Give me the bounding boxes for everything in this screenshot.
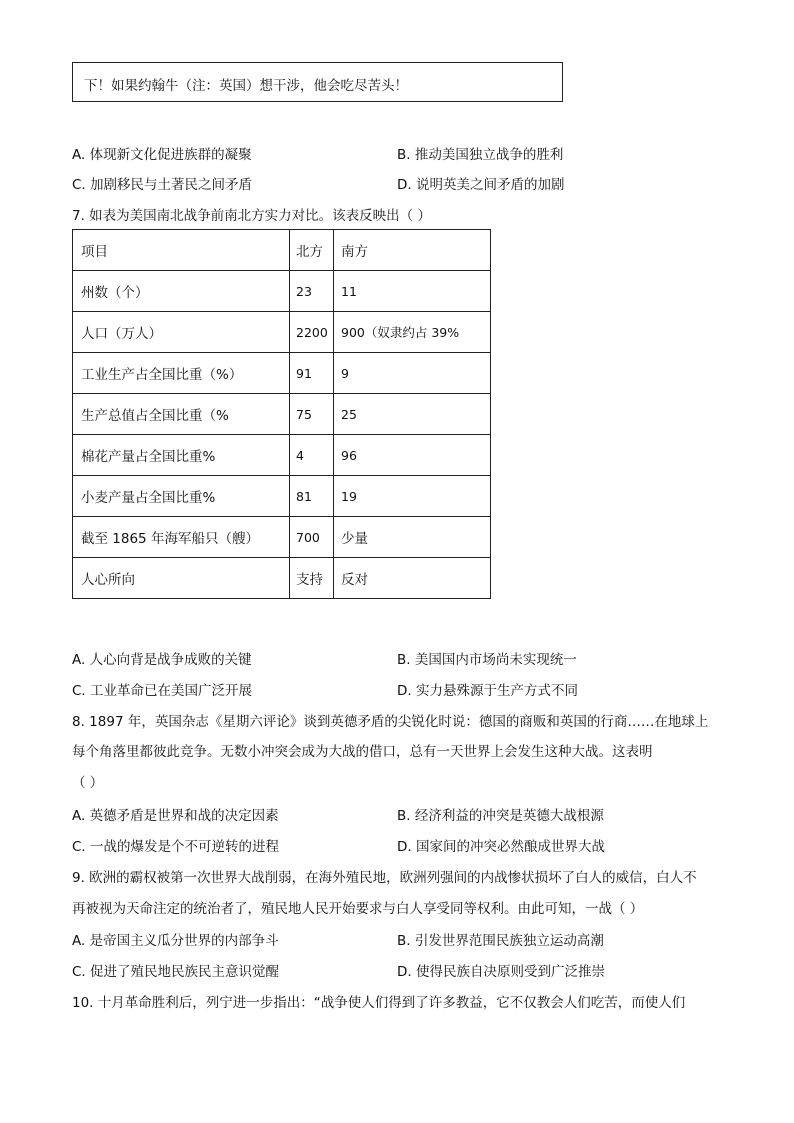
q10-stem-line-1: 10. 十月革命胜利后，列宁进一步指出：“战争使人们得到了许多教益，它不仅教会人们吃苦，而使人们 xyxy=(72,995,686,1011)
table-cell: 81 xyxy=(290,476,334,517)
table-cell: 反对 xyxy=(334,558,491,599)
strength-comparison-table xyxy=(72,229,491,599)
table-cell: 小麦产量占全国比重% xyxy=(73,476,290,517)
q9-option-d: D. 使得民族自决原则受到广泛推崇 xyxy=(397,964,605,980)
q8-stem-line-1: 8. 1897 年，英国杂志《星期六评论》谈到英德矛盾的尖锐化时说：德国的商贩和英国的行商……在地球上 xyxy=(72,714,709,730)
q7-option-b: B. 美国国内市场尚未实现统一 xyxy=(397,652,577,668)
table-cell: 19 xyxy=(334,476,491,517)
table-cell: 人心所向 xyxy=(73,558,290,599)
q7-option-d: D. 实力悬殊源于生产方式不同 xyxy=(397,683,578,699)
table-cell: 州数（个） xyxy=(73,271,290,312)
table-cell: 4 xyxy=(290,435,334,476)
table-cell: 11 xyxy=(334,271,491,312)
table-cell: 9 xyxy=(334,353,491,394)
q6-option-b: B. 推动美国独立战争的胜利 xyxy=(397,147,564,163)
q9-stem-line-2: 再被视为天命注定的统治者了，殖民地人民开始要求与白人享受同等权利。由此可知，一战（ ） xyxy=(72,901,644,917)
quote-text: 下！如果约翰牛（注：英国）想干涉，他会吃尽苦头！ xyxy=(84,78,408,94)
table-cell: 75 xyxy=(290,394,334,435)
q8-stem-line-2: 每个角落里都彼此竞争。无数小冲突会成为大战的借口，总有一天世界上会发生这种大战。这表明 xyxy=(72,744,653,760)
table-header-row xyxy=(73,230,491,271)
quote-box xyxy=(72,62,563,102)
table-cell: 900（奴隶约占 39% xyxy=(334,312,491,353)
table-header-cell: 北方 xyxy=(290,230,334,271)
table-cell: 23 xyxy=(290,271,334,312)
q9-option-a: A. 是帝国主义瓜分世界的内部争斗 xyxy=(72,933,279,949)
table-cell: 700 xyxy=(290,517,334,558)
q6-option-a: A. 体现新文化促进族群的凝聚 xyxy=(72,147,252,163)
table-row xyxy=(73,558,491,599)
q7-option-c: C. 工业革命已在美国广泛开展 xyxy=(72,683,253,699)
table-row xyxy=(73,476,491,517)
table-header-cell: 南方 xyxy=(334,230,491,271)
table-row xyxy=(73,435,491,476)
table-row xyxy=(73,517,491,558)
table-header-cell: 项目 xyxy=(73,230,290,271)
table-cell: 91 xyxy=(290,353,334,394)
table-row xyxy=(73,394,491,435)
table-cell: 96 xyxy=(334,435,491,476)
table-cell: 生产总值占全国比重（% xyxy=(73,394,290,435)
table-cell: 工业生产占全国比重（%） xyxy=(73,353,290,394)
table-cell: 截至 1865 年海军船只（艘） xyxy=(73,517,290,558)
q8-option-d: D. 国家间的冲突必然酿成世界大战 xyxy=(397,839,605,855)
q9-stem-line-1: 9. 欧洲的霸权被第一次世界大战削弱，在海外殖民地，欧洲列强间的内战惨状损坏了白人的威信，白人不 xyxy=(72,870,697,886)
table-cell: 2200 xyxy=(290,312,334,353)
table-cell: 人口（万人） xyxy=(73,312,290,353)
q6-option-c: C. 加剧移民与土著民之间矛盾 xyxy=(72,177,253,193)
q8-option-c: C. 一战的爆发是个不可逆转的进程 xyxy=(72,839,280,855)
table-cell: 少量 xyxy=(334,517,491,558)
table-row xyxy=(73,353,491,394)
q9-option-b: B. 引发世界范围民族独立运动高潮 xyxy=(397,933,604,949)
q7-stem: 7. 如表为美国南北战争前南北方实力对比。该表反映出（ ） xyxy=(72,208,431,224)
q6-option-d: D. 说明英美之间矛盾的加剧 xyxy=(397,177,565,193)
table-cell: 支持 xyxy=(290,558,334,599)
q9-option-c: C. 促进了殖民地民族民主意识觉醒 xyxy=(72,964,280,980)
table-row xyxy=(73,312,491,353)
q8-option-a: A. 英德矛盾是世界和战的决定因素 xyxy=(72,808,279,824)
q8-option-b: B. 经济利益的冲突是英德大战根源 xyxy=(397,808,604,824)
table-cell: 棉花产量占全国比重% xyxy=(73,435,290,476)
q7-option-a: A. 人心向背是战争成败的关键 xyxy=(72,652,252,668)
table-row xyxy=(73,271,491,312)
q8-answer-blank: （ ） xyxy=(72,775,104,791)
table-cell: 25 xyxy=(334,394,491,435)
